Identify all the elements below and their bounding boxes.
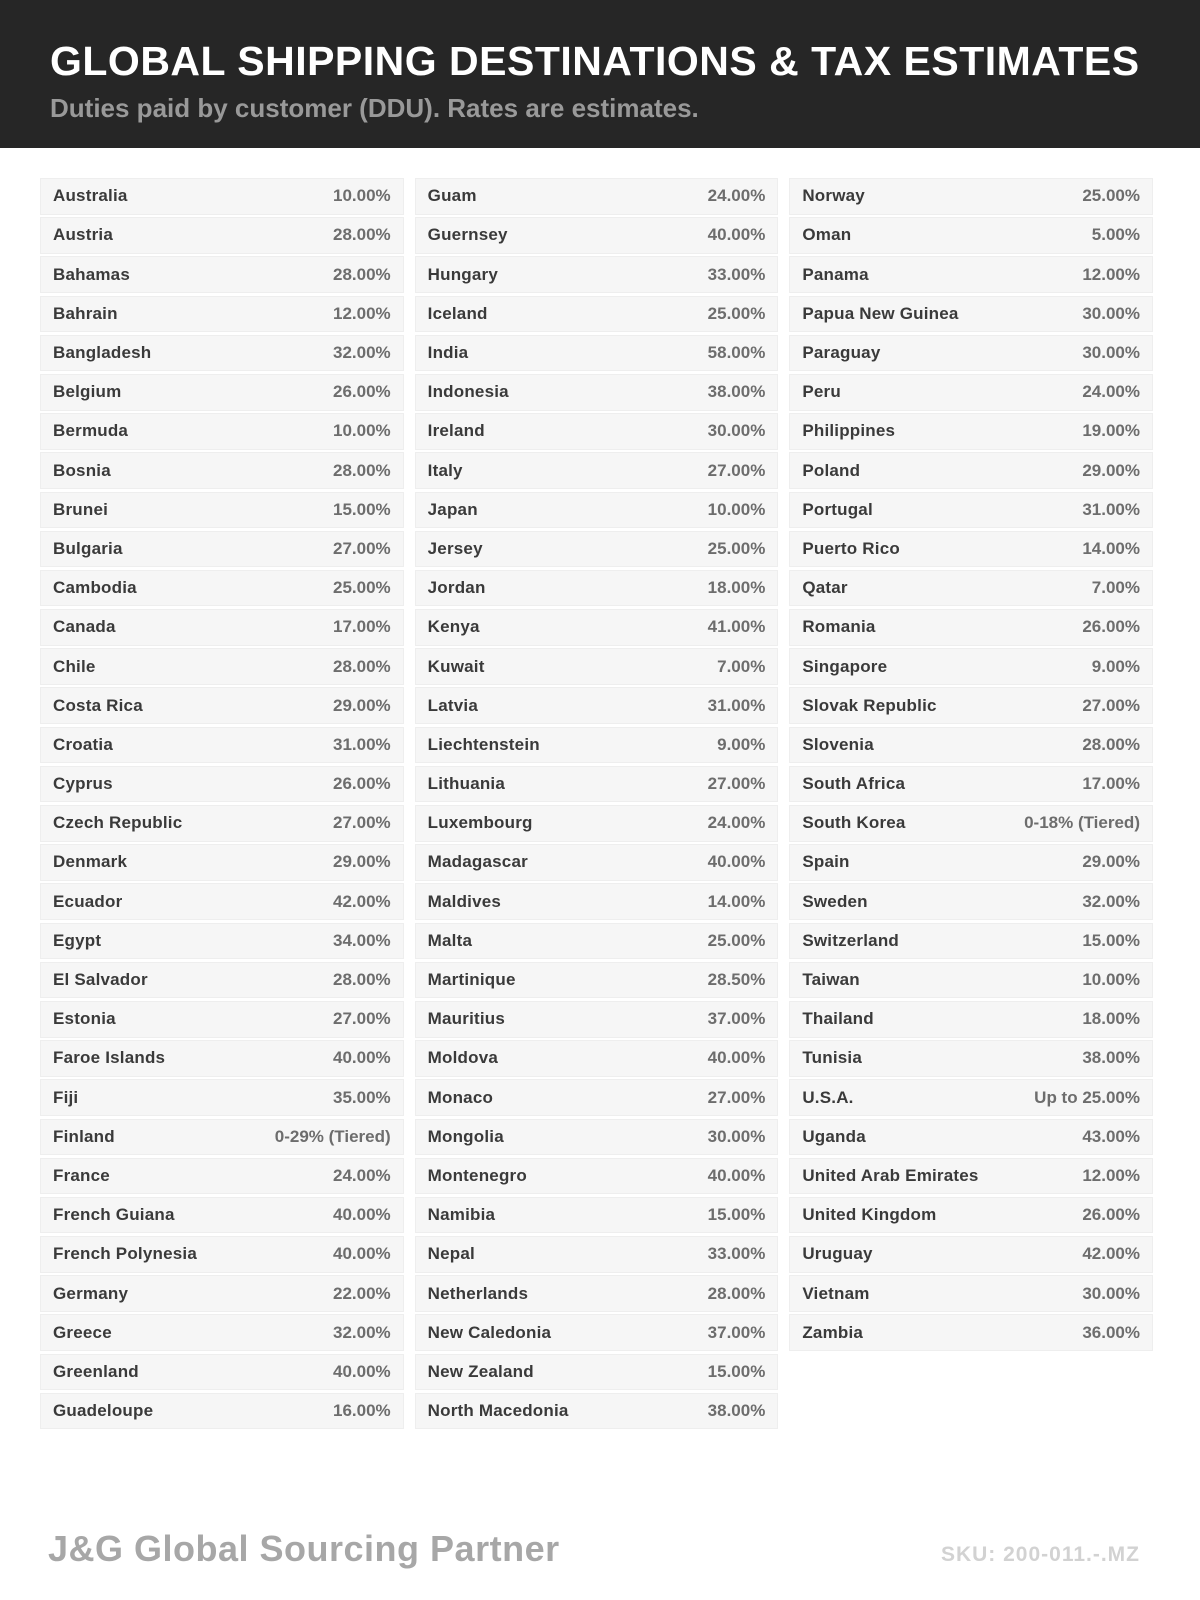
- country-name: South Africa: [802, 774, 906, 794]
- rate-row: [415, 766, 779, 803]
- country-name: Tunisia: [802, 1048, 862, 1068]
- rate-row: [415, 178, 779, 215]
- rate-row: [415, 805, 779, 842]
- tax-rate: 0-18% (Tiered): [1024, 813, 1140, 833]
- country-name: Mauritius: [427, 1009, 506, 1029]
- rate-row: [40, 492, 404, 529]
- rate-row: [415, 687, 779, 724]
- tax-rate: 40.00%: [332, 1361, 391, 1381]
- country-name: Singapore: [802, 656, 888, 676]
- country-name: Namibia: [427, 1205, 496, 1225]
- tax-rate: 40.00%: [332, 1048, 391, 1068]
- country-name: Bulgaria: [53, 538, 123, 558]
- tax-rate: 17.00%: [332, 617, 391, 637]
- country-name: Japan: [427, 499, 478, 519]
- tax-rate: 25.00%: [707, 303, 766, 323]
- tax-rate: 18.00%: [1082, 1009, 1140, 1029]
- tax-rate: 37.00%: [707, 1009, 766, 1029]
- rate-row: [415, 1158, 779, 1195]
- tax-rate: 29.00%: [1082, 460, 1140, 480]
- rate-row: [789, 844, 1153, 881]
- tax-rate: 12.00%: [332, 303, 391, 323]
- tax-rate: 40.00%: [332, 1205, 391, 1225]
- rate-row: [415, 374, 779, 411]
- rate-row: [415, 1354, 779, 1391]
- rate-row: [40, 374, 404, 411]
- country-name: Panama: [802, 264, 869, 284]
- country-name: Monaco: [427, 1087, 494, 1107]
- tax-rate: 29.00%: [332, 852, 391, 872]
- country-name: Austria: [53, 225, 113, 245]
- tax-rate: 27.00%: [707, 460, 766, 480]
- rate-row: [40, 766, 404, 803]
- country-name: Faroe Islands: [53, 1048, 166, 1068]
- tax-rate: 40.00%: [332, 1244, 391, 1264]
- tax-rate: 38.00%: [707, 1401, 766, 1421]
- rate-row: [789, 178, 1153, 215]
- rate-row: [415, 570, 779, 607]
- tax-rate: 28.00%: [332, 264, 391, 284]
- rate-row: [40, 805, 404, 842]
- country-name: North Macedonia: [427, 1401, 569, 1421]
- country-name: Poland: [802, 460, 861, 480]
- tax-rate: 15.00%: [707, 1205, 766, 1225]
- rate-row: [415, 1001, 779, 1038]
- tax-rate: 40.00%: [707, 225, 766, 245]
- country-name: Montenegro: [427, 1165, 527, 1185]
- country-name: Liechtenstein: [427, 734, 540, 754]
- rates-column: [415, 178, 779, 1429]
- rate-row: [40, 1158, 404, 1195]
- rate-row: [789, 727, 1153, 764]
- country-name: Guernsey: [427, 225, 508, 245]
- country-name: Germany: [53, 1283, 129, 1303]
- tax-rate: 26.00%: [332, 382, 391, 402]
- rate-row: [40, 570, 404, 607]
- tax-rate: 29.00%: [332, 695, 391, 715]
- tax-rate: 33.00%: [707, 264, 766, 284]
- tax-rate: 24.00%: [1082, 382, 1140, 402]
- country-name: Martinique: [427, 970, 516, 990]
- rates-column: [40, 178, 404, 1429]
- rate-row: [40, 1354, 404, 1391]
- rate-row: [40, 452, 404, 489]
- rate-row: [40, 531, 404, 568]
- tax-rate: 7.00%: [717, 656, 766, 676]
- country-name: Ecuador: [53, 891, 123, 911]
- tax-rate: 27.00%: [332, 538, 391, 558]
- tax-rate: 30.00%: [1082, 1283, 1140, 1303]
- tax-rate: 12.00%: [1082, 264, 1140, 284]
- rate-row: [789, 1275, 1153, 1312]
- tax-rate: 30.00%: [1082, 343, 1140, 363]
- tax-rate: 28.00%: [332, 460, 391, 480]
- tax-rate: 25.00%: [707, 930, 766, 950]
- rate-row: [415, 1040, 779, 1077]
- country-name: Puerto Rico: [802, 538, 900, 558]
- tax-rate: 32.00%: [332, 1322, 391, 1342]
- tax-rate: 29.00%: [1082, 852, 1140, 872]
- rate-row: [40, 1275, 404, 1312]
- tax-rate: 40.00%: [707, 852, 766, 872]
- country-name: Uganda: [802, 1126, 866, 1146]
- country-name: Bosnia: [53, 460, 111, 480]
- rate-row: [40, 1197, 404, 1234]
- tax-rate: 28.00%: [1082, 734, 1140, 754]
- country-name: United Kingdom: [802, 1205, 937, 1225]
- rate-row: [415, 844, 779, 881]
- tax-rate: 24.00%: [332, 1165, 391, 1185]
- tax-rate: 19.00%: [1082, 421, 1140, 441]
- page-title: GLOBAL SHIPPING DESTINATIONS & TAX ESTIMATES: [50, 38, 1140, 84]
- tax-rate: 28.00%: [707, 1283, 766, 1303]
- country-name: Finland: [53, 1126, 115, 1146]
- country-name: Kuwait: [427, 656, 485, 676]
- tax-rate: 14.00%: [707, 891, 766, 911]
- country-name: Lithuania: [427, 774, 506, 794]
- rate-row: [789, 296, 1153, 333]
- rate-row: [789, 648, 1153, 685]
- country-name: Hungary: [427, 264, 499, 284]
- country-name: Belgium: [53, 382, 122, 402]
- tax-rate: 26.00%: [332, 774, 391, 794]
- tax-rate: 15.00%: [332, 499, 391, 519]
- sku-label: SKU: 200-011.-.MZ: [940, 1543, 1140, 1566]
- tax-rate: 30.00%: [1082, 303, 1140, 323]
- country-name: New Zealand: [427, 1361, 534, 1381]
- country-name: United Arab Emirates: [802, 1165, 979, 1185]
- rate-row: [789, 805, 1153, 842]
- tax-rate: 31.00%: [1082, 499, 1140, 519]
- rate-row: [40, 844, 404, 881]
- rate-row: [40, 1079, 404, 1116]
- rate-row: [40, 413, 404, 450]
- rate-row: [789, 217, 1153, 254]
- country-name: Bangladesh: [53, 343, 152, 363]
- rate-row: [415, 296, 779, 333]
- rate-row: [40, 217, 404, 254]
- country-name: Vietnam: [802, 1283, 870, 1303]
- country-name: Jordan: [427, 578, 486, 598]
- rate-row: [40, 727, 404, 764]
- rate-row: [415, 727, 779, 764]
- tax-rate: 10.00%: [332, 421, 391, 441]
- tax-rate: 5.00%: [1091, 225, 1140, 245]
- country-name: Greenland: [53, 1361, 139, 1381]
- country-name: Latvia: [427, 695, 478, 715]
- tax-rate: 24.00%: [707, 186, 766, 206]
- tax-rate: 37.00%: [707, 1322, 766, 1342]
- rate-row: [789, 1040, 1153, 1077]
- tax-rate: 25.00%: [332, 578, 391, 598]
- rate-row: [40, 1236, 404, 1273]
- rate-row: [789, 452, 1153, 489]
- country-name: Philippines: [802, 421, 896, 441]
- country-name: South Korea: [802, 813, 906, 833]
- tax-rate: Up to 25.00%: [1034, 1087, 1140, 1107]
- country-name: U.S.A.: [802, 1087, 854, 1107]
- country-name: Canada: [53, 617, 116, 637]
- tax-rate: 27.00%: [1082, 695, 1140, 715]
- tax-rate: 22.00%: [332, 1283, 391, 1303]
- rate-row: [415, 531, 779, 568]
- header-banner: [0, 0, 1200, 148]
- rate-row: [40, 1040, 404, 1077]
- rates-column: [789, 178, 1153, 1351]
- tax-rate: 10.00%: [1082, 970, 1140, 990]
- rate-row: [789, 1197, 1153, 1234]
- rate-row: [415, 1393, 779, 1430]
- rate-row: [789, 492, 1153, 529]
- country-name: Luxembourg: [427, 813, 533, 833]
- country-name: Paraguay: [802, 343, 881, 363]
- country-name: Ireland: [427, 421, 485, 441]
- rate-row: [415, 883, 779, 920]
- tax-rate: 58.00%: [707, 343, 766, 363]
- country-name: Peru: [802, 382, 841, 402]
- tax-rate: 34.00%: [332, 930, 391, 950]
- tax-rate: 10.00%: [332, 186, 391, 206]
- rate-row: [789, 687, 1153, 724]
- rates-table: [40, 178, 1153, 1429]
- country-name: Papua New Guinea: [802, 303, 959, 323]
- country-name: Guadeloupe: [53, 1401, 154, 1421]
- tax-rate: 15.00%: [707, 1361, 766, 1381]
- tax-rate: 17.00%: [1082, 774, 1140, 794]
- rate-row: [415, 1079, 779, 1116]
- rate-row: [40, 648, 404, 685]
- rate-row: [789, 883, 1153, 920]
- rate-row: [40, 1119, 404, 1156]
- country-name: Bahrain: [53, 303, 118, 323]
- country-name: Denmark: [53, 852, 128, 872]
- tax-rate: 25.00%: [707, 538, 766, 558]
- rate-row: [789, 570, 1153, 607]
- country-name: Thailand: [802, 1009, 874, 1029]
- tax-rate: 30.00%: [707, 421, 766, 441]
- country-name: French Guiana: [53, 1205, 175, 1225]
- rate-row: [789, 1314, 1153, 1351]
- rate-row: [415, 1314, 779, 1351]
- country-name: Egypt: [53, 930, 102, 950]
- country-name: Oman: [802, 225, 852, 245]
- country-name: Italy: [427, 460, 463, 480]
- rate-row: [40, 335, 404, 372]
- rate-row: [415, 492, 779, 529]
- rate-row: [415, 609, 779, 646]
- rate-row: [789, 766, 1153, 803]
- country-name: Greece: [53, 1322, 112, 1342]
- tax-rate: 15.00%: [1082, 930, 1140, 950]
- rate-row: [415, 1236, 779, 1273]
- country-name: French Polynesia: [53, 1244, 197, 1264]
- rate-row: [415, 1275, 779, 1312]
- tax-rate: 30.00%: [707, 1126, 766, 1146]
- tax-rate: 36.00%: [1082, 1322, 1140, 1342]
- country-name: Cyprus: [53, 774, 113, 794]
- country-name: Netherlands: [427, 1283, 529, 1303]
- tax-rate: 43.00%: [1082, 1126, 1140, 1146]
- rate-row: [415, 335, 779, 372]
- tax-rate: 28.00%: [332, 225, 391, 245]
- country-name: Nepal: [427, 1244, 475, 1264]
- country-name: Slovak Republic: [802, 695, 937, 715]
- tax-rate: 32.00%: [1082, 891, 1140, 911]
- tax-rate: 33.00%: [707, 1244, 766, 1264]
- rate-row: [40, 178, 404, 215]
- country-name: Taiwan: [802, 970, 860, 990]
- tax-rate: 10.00%: [707, 499, 766, 519]
- tax-rate: 24.00%: [707, 813, 766, 833]
- country-name: Spain: [802, 852, 850, 872]
- rate-row: [415, 962, 779, 999]
- country-name: Maldives: [427, 891, 502, 911]
- country-name: Brunei: [53, 499, 109, 519]
- rate-row: [415, 217, 779, 254]
- rate-row: [789, 609, 1153, 646]
- country-name: Norway: [802, 186, 865, 206]
- rate-row: [40, 962, 404, 999]
- tax-rate: 9.00%: [1091, 656, 1140, 676]
- tax-rate: 27.00%: [707, 774, 766, 794]
- tax-rate: 41.00%: [707, 617, 766, 637]
- rate-row: [415, 648, 779, 685]
- rate-row: [789, 1236, 1153, 1273]
- tax-rate: 25.00%: [1082, 186, 1140, 206]
- country-name: Malta: [427, 930, 473, 950]
- tax-rate: 0-29% (Tiered): [274, 1126, 391, 1146]
- tax-rate: 28.50%: [707, 970, 766, 990]
- country-name: Slovenia: [802, 734, 874, 754]
- country-name: Chile: [53, 656, 96, 676]
- country-name: Fiji: [53, 1087, 79, 1107]
- tax-rate: 26.00%: [1082, 1205, 1140, 1225]
- tax-rate: 28.00%: [332, 656, 391, 676]
- country-name: Indonesia: [427, 382, 509, 402]
- tax-rate: 14.00%: [1082, 538, 1140, 558]
- tax-rate: 31.00%: [707, 695, 766, 715]
- tax-rate: 28.00%: [332, 970, 391, 990]
- country-name: Zambia: [802, 1322, 864, 1342]
- tax-rate: 26.00%: [1082, 617, 1140, 637]
- tax-rate: 42.00%: [332, 891, 391, 911]
- tax-rate: 16.00%: [332, 1401, 391, 1421]
- rate-row: [415, 413, 779, 450]
- rate-row: [789, 1001, 1153, 1038]
- country-name: Switzerland: [802, 930, 899, 950]
- rate-row: [789, 1158, 1153, 1195]
- rate-row: [40, 1314, 404, 1351]
- rate-row: [40, 256, 404, 293]
- tax-rate: 27.00%: [332, 1009, 391, 1029]
- country-name: Qatar: [802, 578, 848, 598]
- country-name: Iceland: [427, 303, 488, 323]
- rate-row: [415, 1197, 779, 1234]
- country-name: Portugal: [802, 499, 873, 519]
- country-name: Guam: [427, 186, 477, 206]
- rate-row: [789, 531, 1153, 568]
- tax-rate: 40.00%: [707, 1048, 766, 1068]
- country-name: Costa Rica: [53, 695, 143, 715]
- tax-rate: 31.00%: [332, 734, 391, 754]
- rate-row: [789, 962, 1153, 999]
- rate-row: [789, 335, 1153, 372]
- rate-row: [789, 374, 1153, 411]
- rate-row: [789, 1079, 1153, 1116]
- tax-rate: 38.00%: [1082, 1048, 1140, 1068]
- tax-rate: 35.00%: [332, 1087, 391, 1107]
- tax-rate: 40.00%: [707, 1165, 766, 1185]
- country-name: Mongolia: [427, 1126, 504, 1146]
- country-name: India: [427, 343, 469, 363]
- rate-row: [415, 452, 779, 489]
- country-name: Czech Republic: [53, 813, 183, 833]
- rate-row: [40, 1001, 404, 1038]
- country-name: Bahamas: [53, 264, 130, 284]
- rate-row: [40, 296, 404, 333]
- country-name: Madagascar: [427, 852, 528, 872]
- country-name: Kenya: [427, 617, 480, 637]
- country-name: Bermuda: [53, 421, 129, 441]
- rate-row: [40, 883, 404, 920]
- country-name: Croatia: [53, 734, 113, 754]
- rate-row: [789, 1119, 1153, 1156]
- tax-rate: 18.00%: [707, 578, 766, 598]
- tax-rate: 9.00%: [717, 734, 766, 754]
- country-name: Jersey: [427, 538, 483, 558]
- tax-rate: 12.00%: [1082, 1165, 1140, 1185]
- tax-rate: 32.00%: [332, 343, 391, 363]
- rate-row: [789, 413, 1153, 450]
- country-name: Sweden: [802, 891, 868, 911]
- rate-row: [40, 1393, 404, 1430]
- country-name: Moldova: [427, 1048, 499, 1068]
- rate-row: [40, 687, 404, 724]
- tax-rate: 38.00%: [707, 382, 766, 402]
- rate-row: [789, 923, 1153, 960]
- tax-rate: 27.00%: [332, 813, 391, 833]
- country-name: El Salvador: [53, 970, 148, 990]
- country-name: France: [53, 1165, 110, 1185]
- country-name: Romania: [802, 617, 876, 637]
- brand-name: J&G Global Sourcing Partner: [48, 1528, 560, 1569]
- country-name: Australia: [53, 186, 128, 206]
- tax-rate: 42.00%: [1082, 1244, 1140, 1264]
- rate-row: [40, 923, 404, 960]
- rate-row: [415, 923, 779, 960]
- footer: [48, 1528, 1140, 1570]
- page-subtitle: Duties paid by customer (DDU). Rates are estimates.: [50, 93, 699, 123]
- country-name: Estonia: [53, 1009, 116, 1029]
- rate-row: [415, 256, 779, 293]
- country-name: New Caledonia: [427, 1322, 552, 1342]
- rate-row: [789, 256, 1153, 293]
- rate-row: [415, 1119, 779, 1156]
- country-name: Uruguay: [802, 1244, 873, 1264]
- tax-rate: 27.00%: [707, 1087, 766, 1107]
- country-name: Cambodia: [53, 578, 137, 598]
- tax-rate: 7.00%: [1091, 578, 1140, 598]
- rate-row: [40, 609, 404, 646]
